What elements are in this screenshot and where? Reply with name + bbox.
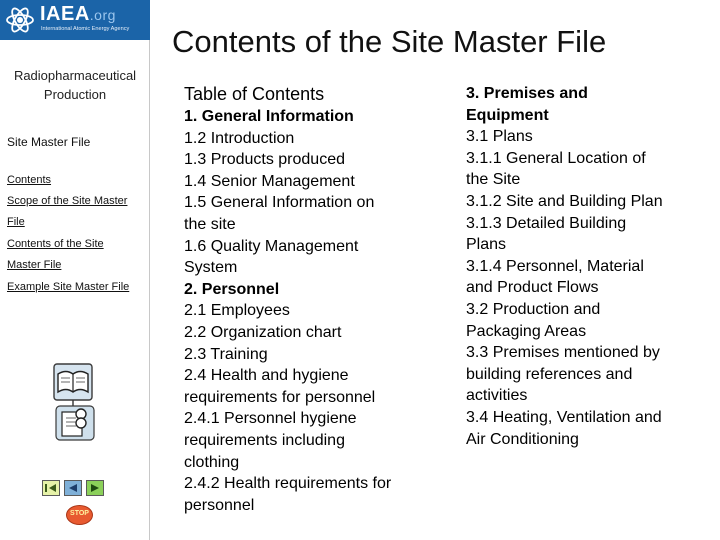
previous-page-button[interactable] [64,480,82,496]
course-title: Radiopharmaceutical Production [13,68,137,102]
nav-link-contents[interactable]: Contents [7,174,52,186]
column2-item: 3.1.2 Site and Building Plan [466,192,663,210]
nav-link-contents-of-site-cont[interactable]: Master File [7,259,62,271]
column1-item: 1. General Information [184,108,354,125]
nav-link-example[interactable]: Example Site Master File [7,281,130,293]
section-title: Site Master File [7,135,91,149]
previous-page-icon [67,483,79,493]
next-page-icon [89,483,101,493]
first-page-icon [45,483,57,493]
stop-button[interactable] [66,505,93,525]
logo-name: IAEA [40,3,90,25]
logo-domain: .org [89,7,116,23]
column2-item: 3.1 Plans [466,128,533,146]
iaea-logo[interactable] [0,0,150,40]
column2-item: 3.4 Heating, Ventilation and Air Conditioning [466,408,662,448]
column1-item: 2.4.1 Personnel hygiene requirements including clothing [184,410,357,471]
column1-item: 1.6 Quality Management System [184,237,359,277]
nav-link-scope[interactable]: Scope of the Site Master [7,195,128,207]
page-title: Contents of the Site Master File [172,24,607,59]
column1-item: 1.4 Senior Management [184,172,355,190]
toc-list-1 [184,106,434,516]
slide-navigation [42,480,110,498]
column1-item: 1.3 Products produced [184,151,345,169]
sidebar [0,0,150,540]
logo-tagline: International Atomic Energy Agency [41,26,130,32]
toc-heading: Table of Contents [184,84,325,104]
column1-item: 1.5 General Information on the site [184,194,375,233]
column2-item: 3.3 Premises mentioned by building references and activities [466,344,660,405]
column1-item: 2.4 Health and hygiene requirements for personnel [184,367,376,406]
column2-item: 3. Premises and Equipment [466,85,588,124]
column2-item: 3.1.3 Detailed Building Plans [466,214,627,254]
toc-column-1 [184,83,434,516]
column2-item: 3.2 Production and Packaging Areas [466,300,601,340]
first-page-button[interactable] [42,480,60,496]
column1-item: 2. Personnel [184,280,280,298]
column2-item: 3.1.4 Personnel, Material and Product Flows [466,257,644,297]
logo-wordmark [40,3,116,26]
column1-item: 2.2 Organization chart [184,323,342,341]
next-page-button[interactable] [86,480,104,496]
column1-item: 2.1 Employees [184,302,290,320]
toc-list-2 [466,83,701,450]
nav-link-contents-of-site[interactable]: Contents of the Site [7,238,104,250]
stop-icon: STOP [70,510,89,517]
toc-column-2 [466,83,701,450]
column1-item: 2.3 Training [184,345,268,363]
iaea-logo-icon [4,4,36,36]
column2-item: 3.1.1 General Location of the Site [466,149,646,189]
column1-item: 1.2 Introduction [184,129,295,147]
book-icon[interactable] [48,362,98,444]
nav-link-scope-cont[interactable]: File [7,216,25,228]
column1-item: 2.4.2 Health requirements for personnel [184,475,392,514]
